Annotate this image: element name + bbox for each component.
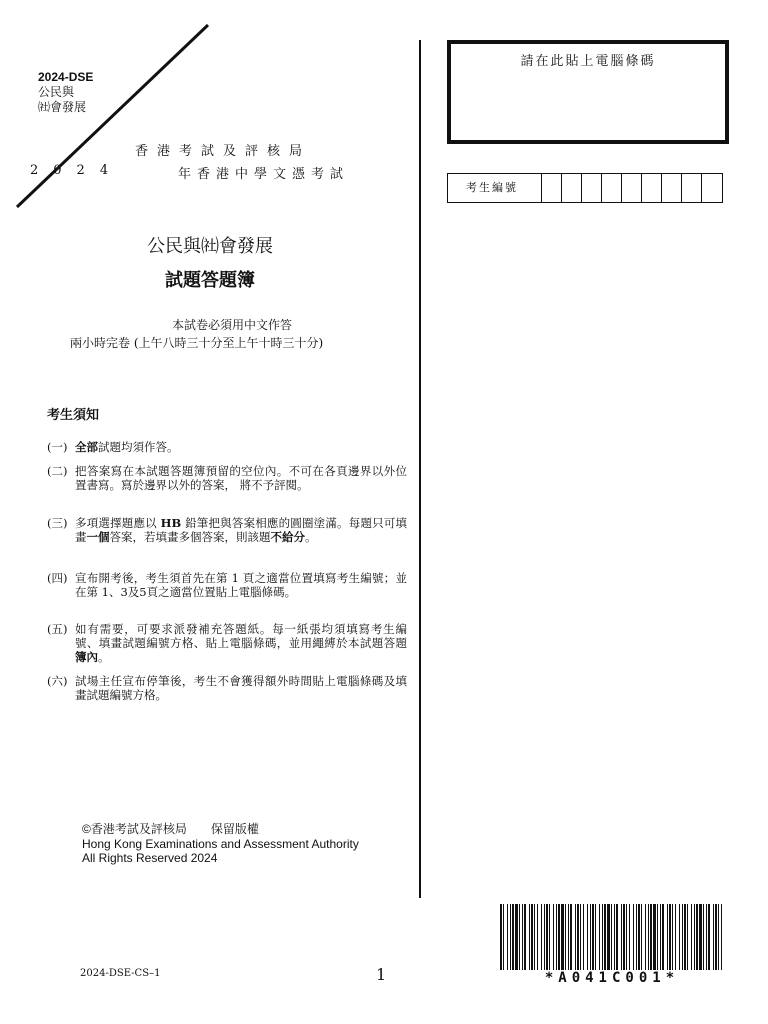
instruction-segment: 鉛筆把與答案相應的圓圈塗滿。每題只可填畫 <box>75 516 408 544</box>
barcode-bar <box>529 904 530 970</box>
barcode-bar <box>515 904 518 970</box>
barcode-bar <box>602 904 603 970</box>
candidate-number-cell[interactable] <box>562 174 582 202</box>
barcode-bar <box>534 904 535 970</box>
instruction-segment: 。 <box>305 530 317 544</box>
barcode-bar <box>708 904 710 970</box>
barcode-graphic <box>500 904 724 970</box>
candidate-number-cell[interactable] <box>702 174 722 202</box>
notice-heading: 考生須知 <box>47 407 100 422</box>
exam-duration: 兩小時完卷 (上午八時三十分至上午十時三十分) <box>70 336 324 350</box>
candidate-number-label: 考生編號 <box>448 174 542 202</box>
exam-year: 2024 <box>30 163 124 178</box>
subject-code: 2024-DSE <box>38 70 94 84</box>
instruction-text <box>75 440 407 454</box>
instruction-segment: 試題均須作答。 <box>98 440 179 454</box>
copyright-rights: All Rights Reserved 2024 <box>82 851 218 865</box>
barcode-bar <box>503 904 504 970</box>
barcode-bar <box>595 904 596 970</box>
instruction-text <box>75 464 407 492</box>
barcode-bar <box>549 904 550 970</box>
barcode-bar <box>553 904 554 970</box>
barcode-bar <box>616 904 618 970</box>
copyright-line-zh: ©香港考試及評核局 保留版權 <box>82 822 259 836</box>
booklet-title: 試題答題簿 <box>165 270 255 290</box>
language-note: 本試卷必須用中文作答 <box>171 318 292 332</box>
candidate-number-cell[interactable] <box>642 174 662 202</box>
instruction-text <box>75 516 407 544</box>
barcode-bar <box>706 904 707 970</box>
barcode-bar <box>546 904 548 970</box>
instruction-item <box>47 440 407 454</box>
instruction-item <box>47 464 407 492</box>
barcode-bar <box>522 904 523 970</box>
instruction-text <box>75 571 407 599</box>
candidate-number-grid <box>447 173 723 203</box>
exam-name: 年香港中學文憑考試 <box>178 167 350 182</box>
barcode-bar <box>568 904 569 970</box>
instruction-segment: 如有需要，可要求派發補充答題紙。每一紙張均須填寫考生編號、填畫試題編號方格、貼上電腦條碼，並用繩縛於本試題答題 <box>75 622 407 650</box>
instruction-number: (四) <box>47 571 68 585</box>
instruction-number: (三) <box>47 516 68 530</box>
barcode-bar <box>599 904 600 970</box>
barcode-bar <box>531 904 533 970</box>
instruction-segment: 把答案寫在本試題答題簿預留的空位內。不可在各頁邊界以外位置書寫。寫於邊界以外的答案， 將不予評閱。 <box>75 464 407 492</box>
candidate-number-cell[interactable] <box>602 174 622 202</box>
instruction-item <box>47 622 407 664</box>
barcode-bar <box>575 904 576 970</box>
copyright-block <box>82 822 359 866</box>
subject-code-line2: 公民與 <box>38 85 75 99</box>
barcode-bar <box>648 904 649 970</box>
barcode-bar <box>561 904 564 970</box>
barcode-bar <box>684 904 686 970</box>
barcode-bar <box>556 904 557 970</box>
barcode-bar <box>694 904 695 970</box>
barcode-bar <box>650 904 652 970</box>
instruction-segment: 宣布開考後，考生須首先在第 1 頁之適當位置填寫考生編號；並在第 1、3及5頁之適當位置貼上電腦條碼。 <box>75 571 407 599</box>
candidate-number-cell[interactable] <box>682 174 702 202</box>
barcode-bar <box>645 904 646 970</box>
barcode-bar <box>669 904 671 970</box>
barcode-bar <box>657 904 658 970</box>
barcode-bar <box>626 904 627 970</box>
instruction-text <box>75 622 407 664</box>
barcode-bar <box>629 904 630 970</box>
candidate-number-cell[interactable] <box>542 174 562 202</box>
instruction-number: (一) <box>47 440 68 454</box>
subject-code-line3: ㈳會發展 <box>38 100 87 114</box>
diagonal-cross-line <box>0 0 220 220</box>
barcode-bar <box>558 904 560 970</box>
candidate-number-cell[interactable] <box>662 174 682 202</box>
page-divider <box>419 40 421 898</box>
barcode-bar <box>691 904 692 970</box>
barcode-bar <box>715 904 717 970</box>
barcode-bar <box>660 904 661 970</box>
barcode-bar <box>718 904 719 970</box>
barcode-bar <box>679 904 680 970</box>
candidate-number-cell[interactable] <box>582 174 602 202</box>
instruction-item <box>47 516 407 544</box>
barcode-bar <box>699 904 702 970</box>
candidate-number-cell[interactable] <box>622 174 642 202</box>
barcode-bar <box>510 904 511 970</box>
barcode-bar <box>565 904 566 970</box>
barcode-label-box <box>447 40 729 144</box>
barcode-bar <box>587 904 588 970</box>
instruction-segment: 。 <box>98 650 110 664</box>
instruction-item <box>47 571 407 599</box>
barcode-bar <box>703 904 704 970</box>
barcode-bar <box>519 904 520 970</box>
barcode-bar <box>541 904 542 970</box>
barcode-bar <box>524 904 526 970</box>
barcode-bar <box>721 904 722 970</box>
barcode-bar <box>653 904 656 970</box>
barcode-bar <box>583 904 584 970</box>
barcode-bar <box>633 904 634 970</box>
instruction-emphasis: 不給分 <box>270 530 305 544</box>
barcode-bar <box>592 904 594 970</box>
instruction-emphasis: 一個 <box>86 530 110 544</box>
barcode-bar <box>636 904 637 970</box>
barcode-bar <box>638 904 640 970</box>
barcode-bar <box>544 904 545 970</box>
barcode-bar <box>590 904 591 970</box>
barcode-bar <box>607 904 610 970</box>
barcode-bar <box>662 904 664 970</box>
barcode-bar <box>500 904 502 970</box>
instruction-segment: 答案，若填畫多個答案，則該題 <box>109 530 271 544</box>
barcode-bar <box>682 904 683 970</box>
copyright-line-en: Hong Kong Examinations and Assessment Authority <box>82 836 359 851</box>
barcode-bar <box>675 904 676 970</box>
barcode-bar <box>687 904 688 970</box>
barcode-bar <box>672 904 673 970</box>
barcode-bar <box>512 904 514 970</box>
barcode-bar <box>623 904 625 970</box>
barcode-bar <box>713 904 714 970</box>
barcode-bar <box>614 904 615 970</box>
instruction-segment: 試場主任宣布停筆後，考生不會獲得額外時間貼上電腦條碼及填畫試題編號方格。 <box>75 674 407 702</box>
instruction-number: (二) <box>47 464 68 478</box>
instruction-item <box>47 674 407 702</box>
barcode-label-text: 請在此貼上電腦條碼 <box>520 54 656 69</box>
barcode-bar <box>577 904 579 970</box>
barcode-bar <box>580 904 581 970</box>
instruction-emphasis: HB <box>160 516 182 530</box>
footer-paper-code: 2024-DSE-CS–1 <box>80 968 161 979</box>
barcode-bar <box>537 904 538 970</box>
barcode-bar <box>641 904 642 970</box>
instruction-segment: 多項選擇題應以 <box>75 516 161 530</box>
instruction-number: (六) <box>47 674 68 688</box>
barcode-bar <box>604 904 606 970</box>
instruction-text <box>75 674 407 702</box>
instruction-number: (五) <box>47 622 68 636</box>
barcode-bar <box>696 904 698 970</box>
subject-title: 公民與㈳會發展 <box>147 236 273 256</box>
barcode-bar <box>507 904 508 970</box>
barcode-bar <box>611 904 612 970</box>
page-number: 1 <box>376 965 387 984</box>
instruction-emphasis: 簿內 <box>75 650 98 664</box>
subject-code-block <box>38 70 93 115</box>
barcode-bar <box>570 904 572 970</box>
barcode-text: *A041C001* <box>544 970 680 986</box>
instruction-emphasis: 全部 <box>75 440 98 454</box>
authority-name: 香港考試及評核局 <box>135 144 312 159</box>
barcode-bar <box>621 904 622 970</box>
barcode-bar <box>667 904 668 970</box>
